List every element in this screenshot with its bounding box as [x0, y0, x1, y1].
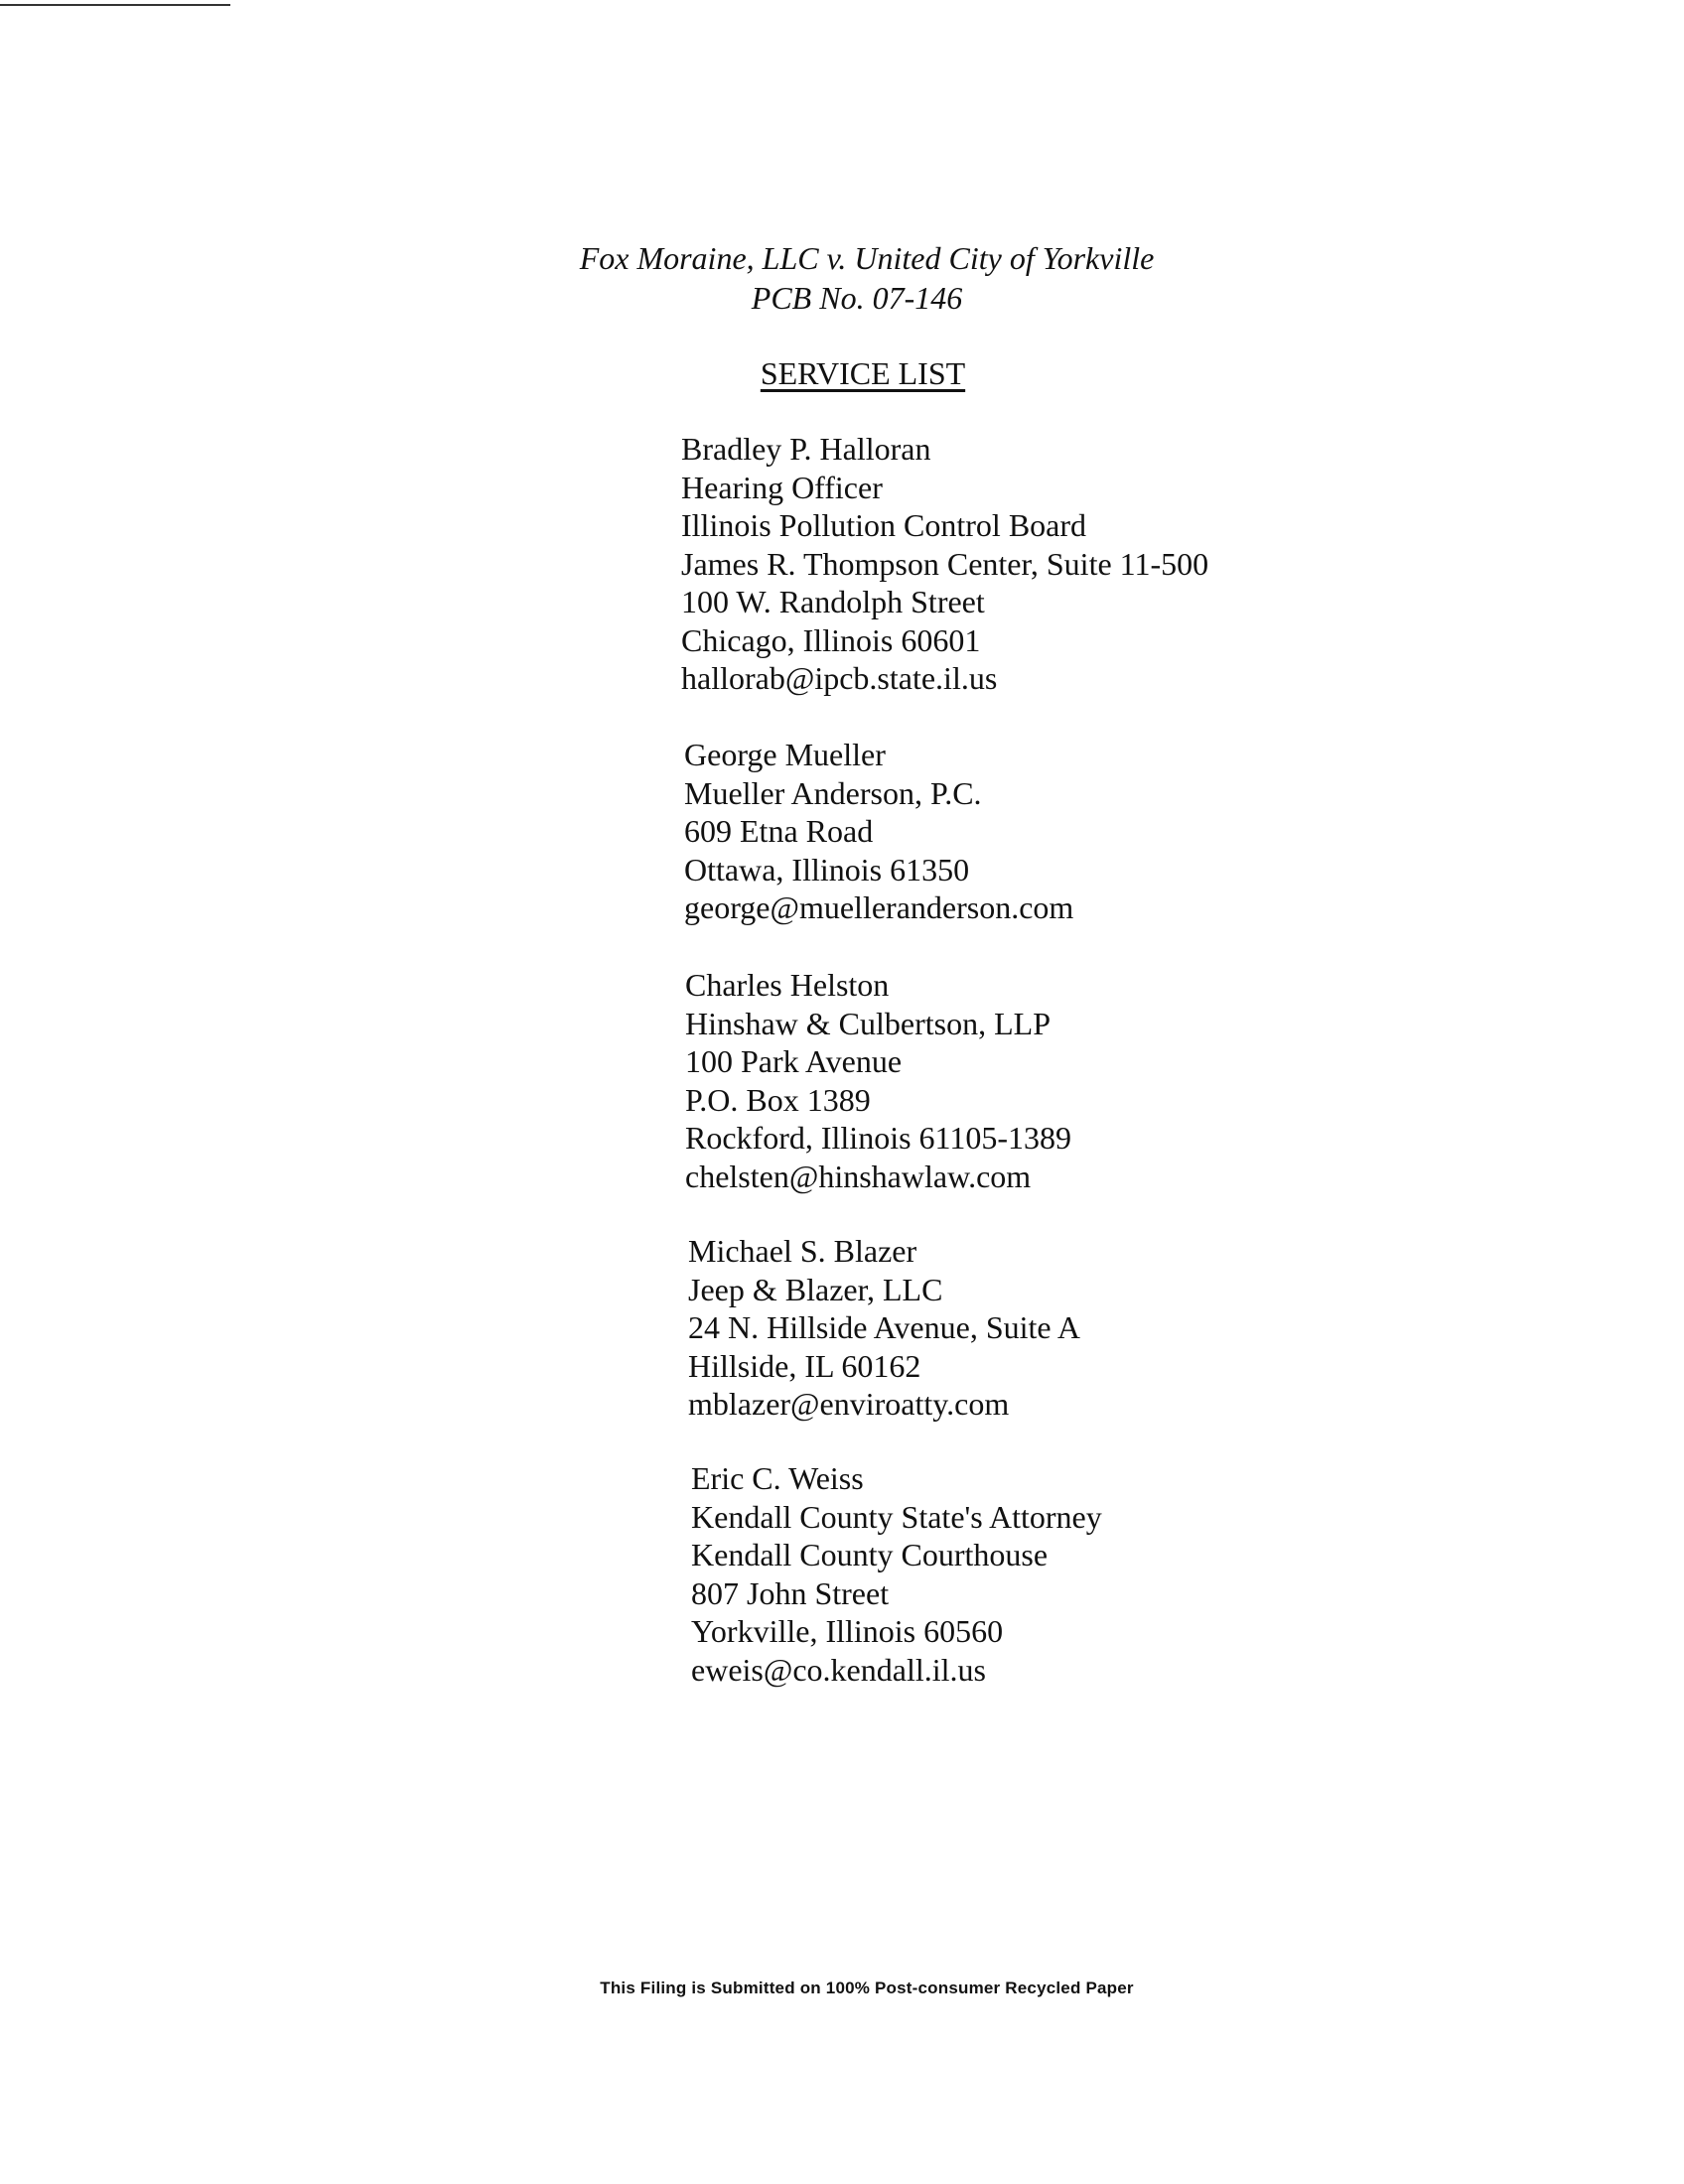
recycled-paper-note: This Filing is Submitted on 100% Post-consumer Recycled Paper [600, 1979, 1134, 1997]
entry-name: Eric C. Weiss [691, 1460, 864, 1496]
entry-organization: Kendall County Courthouse [691, 1537, 1049, 1572]
service-entry-mueller [684, 736, 1073, 927]
entry-city-state-zip: Chicago, Illinois 60601 [681, 621, 981, 658]
entry-email: chelsten@hinshawlaw.com [685, 1158, 1032, 1194]
entry-name: Michael S. Blazer [688, 1233, 917, 1269]
entry-city-state-zip: Ottawa, Illinois 61350 [684, 851, 970, 887]
entry-email: hallorab@ipcb.state.il.us [681, 660, 998, 696]
entry-name: Bradley P. Halloran [681, 431, 931, 467]
service-entry-helston [685, 966, 1071, 1195]
entry-title: Kendall County State's Attorney [691, 1498, 1102, 1535]
entry-address-line: 100 Park Avenue [685, 1043, 903, 1079]
entry-address-line: 24 N. Hillside Avenue, Suite A [688, 1309, 1080, 1345]
entry-organization: Jeep & Blazer, LLC [688, 1271, 943, 1307]
entry-email: eweis@co.kendall.il.us [691, 1651, 986, 1688]
service-list-heading [0, 353, 1684, 393]
entry-name: Charles Helston [685, 967, 890, 1003]
entry-po-box: P.O. Box 1389 [685, 1081, 871, 1118]
service-entry-blazer [688, 1232, 1080, 1424]
service-entry-weiss [691, 1459, 1102, 1689]
entry-name: George Mueller [684, 737, 886, 772]
entry-city-state-zip: Hillside, IL 60162 [688, 1347, 921, 1384]
case-caption: Fox Moraine, LLC v. United City of Yorkville [579, 240, 1155, 276]
entry-city-state-zip: Rockford, Illinois 61105-1389 [685, 1120, 1071, 1156]
entry-address-line: 100 W. Randolph Street [681, 584, 985, 619]
service-entry-halloran [681, 430, 1208, 698]
case-number: PCB No. 07-146 [751, 280, 963, 316]
entry-organization: Illinois Pollution Control Board [681, 507, 1087, 543]
entry-address-line: 807 John Street [691, 1574, 890, 1611]
entry-organization: Hinshaw & Culbertson, LLP [685, 1005, 1051, 1041]
entry-organization: Mueller Anderson, P.C. [684, 774, 982, 811]
top-rule [0, 4, 230, 6]
entry-address-line: 609 Etna Road [684, 813, 874, 849]
entry-email: mblazer@enviroatty.com [688, 1386, 1010, 1422]
entry-title: Hearing Officer [681, 469, 883, 505]
entry-city-state-zip: Yorkville, Illinois 60560 [691, 1613, 1004, 1649]
entry-email: george@muelleranderson.com [684, 889, 1074, 925]
service-list-heading-text: SERVICE LIST [760, 355, 966, 391]
entry-address-line: James R. Thompson Center, Suite 11-500 [681, 545, 1209, 582]
